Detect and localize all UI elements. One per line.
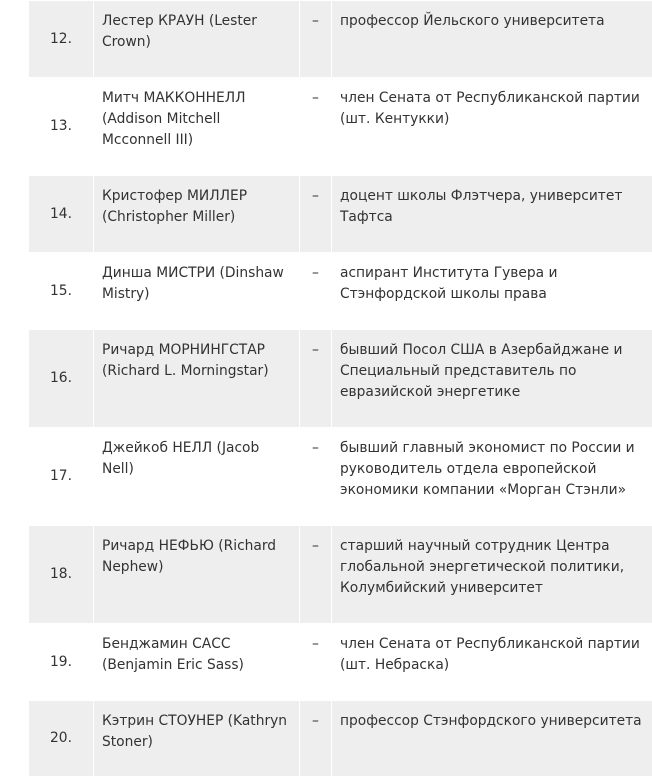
table-row xyxy=(29,330,652,428)
table-row xyxy=(29,78,652,176)
person-name: Кристофер МИЛЛЕР (Christopher Miller) xyxy=(94,176,300,253)
row-number: 14. xyxy=(29,176,94,253)
dash-separator: – xyxy=(300,428,332,526)
person-name: Динша МИСТРИ (Dinshaw Mistry) xyxy=(94,253,300,330)
person-description: профессор Йельского университета xyxy=(332,1,652,78)
dash-separator: – xyxy=(300,78,332,176)
person-name: Кэтрин СТОУНЕР (Kathryn Stoner) xyxy=(94,701,300,777)
person-description: доцент школы Флэтчера, университет Тафтса xyxy=(332,176,652,253)
person-description: бывший главный экономист по России и руководитель отдела европейской экономики компании «Морган Стэнли» xyxy=(332,428,652,526)
row-number: 18. xyxy=(29,526,94,624)
table-row xyxy=(29,176,652,253)
table-row xyxy=(29,428,652,526)
dash-separator: – xyxy=(300,701,332,777)
person-description: профессор Стэнфордского университета xyxy=(332,701,652,777)
person-description: аспирант Института Гувера и Стэнфордской школы права xyxy=(332,253,652,330)
person-name: Ричард НЕФЬЮ (Richard Nephew) xyxy=(94,526,300,624)
dash-separator: – xyxy=(300,253,332,330)
person-name: Ричард МОРНИНГСТАР (Richard L. Morningstar) xyxy=(94,330,300,428)
person-description: старший научный сотрудник Центра глобальной энергетической политики, Колумбийский университет xyxy=(332,526,652,624)
table-row xyxy=(29,624,652,701)
person-description: член Сената от Республиканской партии (шт. Небраска) xyxy=(332,624,652,701)
person-name: Лестер КРАУН (Lester Crown) xyxy=(94,1,300,78)
dash-separator: – xyxy=(300,1,332,78)
table-row xyxy=(29,526,652,624)
table-row xyxy=(29,701,652,777)
person-name: Митч МАККОННЕЛЛ (Addison Mitchell Mcconnell III) xyxy=(94,78,300,176)
dash-separator: – xyxy=(300,330,332,428)
row-number: 15. xyxy=(29,253,94,330)
row-number: 12. xyxy=(29,1,94,78)
person-description: бывший Посол США в Азербайджане и Специальный представитель по евразийской энергетике xyxy=(332,330,652,428)
row-number: 17. xyxy=(29,428,94,526)
dash-separator: – xyxy=(300,176,332,253)
row-number: 20. xyxy=(29,701,94,777)
people-table xyxy=(28,0,652,777)
table-row xyxy=(29,1,652,78)
row-number: 16. xyxy=(29,330,94,428)
person-description: член Сената от Республиканской партии (шт. Кентукки) xyxy=(332,78,652,176)
dash-separator: – xyxy=(300,624,332,701)
row-number: 19. xyxy=(29,624,94,701)
person-name: Джейкоб НЕЛЛ (Jacob Nell) xyxy=(94,428,300,526)
person-name: Бенджамин САСС (Benjamin Eric Sass) xyxy=(94,624,300,701)
dash-separator: – xyxy=(300,526,332,624)
table-row xyxy=(29,253,652,330)
row-number: 13. xyxy=(29,78,94,176)
